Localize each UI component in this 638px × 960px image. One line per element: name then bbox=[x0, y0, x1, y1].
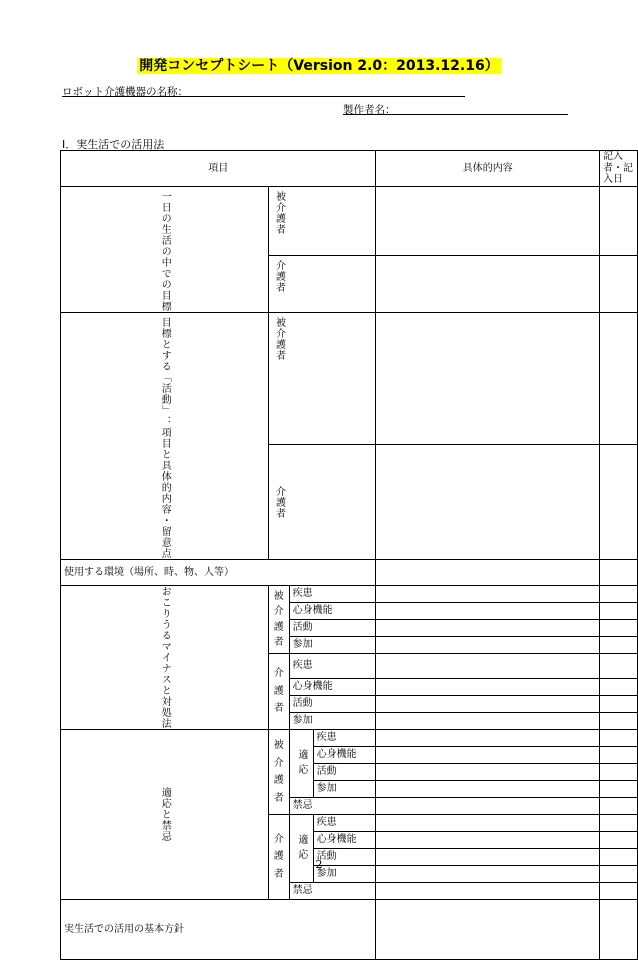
minus-caregiver-label: 介 護 者 bbox=[269, 654, 290, 730]
adapt-cr-function-detail[interactable] bbox=[376, 747, 600, 764]
policy-label: 実生活での活用の基本方針 bbox=[61, 900, 376, 960]
environment-writer[interactable] bbox=[600, 560, 638, 586]
minus-cr-factor-activity: 活動 bbox=[289, 620, 376, 637]
header-detail: 具体的内容 bbox=[376, 151, 600, 187]
minus-cr-factor-function: 心身機能 bbox=[289, 603, 376, 620]
goal-care-receiver-label: 被介護者 bbox=[269, 187, 376, 256]
activity-care-receiver-detail[interactable] bbox=[376, 313, 600, 445]
maker-underline bbox=[343, 114, 568, 115]
environment-detail[interactable] bbox=[376, 560, 600, 586]
minus-cg-factor-function: 心身機能 bbox=[289, 679, 376, 696]
goal-caregiver-label: 介護者 bbox=[269, 256, 376, 313]
adapt-cr-factor-function: 心身機能 bbox=[313, 747, 376, 764]
activity-caregiver-detail[interactable] bbox=[376, 445, 600, 560]
minus-cg-activity-writer[interactable] bbox=[600, 696, 638, 713]
minus-cg-function-detail[interactable] bbox=[376, 679, 600, 696]
adapt-cg-contra-label: 禁忌 bbox=[289, 883, 376, 900]
minus-cg-function-writer[interactable] bbox=[600, 679, 638, 696]
activity-caregiver-label: 介護者 bbox=[269, 445, 376, 560]
adapt-cg-disease-detail[interactable] bbox=[376, 815, 600, 832]
adapt-cr-factor-activity: 活動 bbox=[313, 764, 376, 781]
adapt-cr-participation-writer[interactable] bbox=[600, 781, 638, 798]
goal-care-receiver-writer[interactable] bbox=[600, 187, 638, 256]
adapt-cr-contra-writer[interactable] bbox=[600, 798, 638, 815]
minus-cr-activity-writer[interactable] bbox=[600, 620, 638, 637]
minus-cr-function-detail[interactable] bbox=[376, 603, 600, 620]
goal-group-label: 一日の生活の中での目標 bbox=[61, 187, 269, 313]
adapt-cr-activity-writer[interactable] bbox=[600, 764, 638, 781]
minus-cg-factor-participation: 参加 bbox=[289, 713, 376, 730]
goal-caregiver-detail[interactable] bbox=[376, 256, 600, 313]
concept-table bbox=[60, 150, 638, 960]
robot-name-label: ロボット介護機器の名称： bbox=[62, 86, 188, 98]
adapt-cg-factor-function: 心身機能 bbox=[313, 832, 376, 849]
adapt-care-receiver-label: 被 介 護 者 bbox=[269, 730, 290, 815]
minus-cg-participation-detail[interactable] bbox=[376, 713, 600, 730]
minus-cg-disease-writer[interactable] bbox=[600, 654, 638, 679]
activity-care-receiver-label: 被介護者 bbox=[269, 313, 376, 445]
adapt-cr-adapt-label: 適応 bbox=[289, 730, 313, 798]
policy-detail[interactable] bbox=[376, 900, 600, 960]
page-number: 2 bbox=[315, 858, 323, 871]
minus-cr-participation-writer[interactable] bbox=[600, 637, 638, 654]
adapt-cr-disease-detail[interactable] bbox=[376, 730, 600, 747]
goal-caregiver-writer[interactable] bbox=[600, 256, 638, 313]
header-item: 項目 bbox=[61, 151, 376, 187]
adapt-cg-adapt-label: 適応 bbox=[289, 815, 313, 883]
adapt-cr-factor-disease: 疾患 bbox=[313, 730, 376, 747]
adapt-cg-contra-writer[interactable] bbox=[600, 883, 638, 900]
minus-cg-activity-detail[interactable] bbox=[376, 696, 600, 713]
minus-cg-participation-writer[interactable] bbox=[600, 713, 638, 730]
section-heading: Ⅰ．実生活での活用法 bbox=[62, 138, 165, 151]
adapt-cg-factor-activity: 活動 bbox=[313, 849, 376, 866]
adapt-cr-factor-participation: 参加 bbox=[313, 781, 376, 798]
goal-care-receiver-detail[interactable] bbox=[376, 187, 600, 256]
adapt-caregiver-label: 介 護 者 bbox=[269, 815, 290, 900]
adapt-group-label: 適応と禁忌 bbox=[61, 730, 269, 900]
adapt-cg-factor-disease: 疾患 bbox=[313, 815, 376, 832]
adapt-cg-contra-detail[interactable] bbox=[376, 883, 600, 900]
adapt-cr-participation-detail[interactable] bbox=[376, 781, 600, 798]
adapt-cg-function-writer[interactable] bbox=[600, 832, 638, 849]
minus-cr-factor-participation: 参加 bbox=[289, 637, 376, 654]
minus-cr-factor-disease: 疾患 bbox=[289, 586, 376, 603]
minus-cr-disease-writer[interactable] bbox=[600, 586, 638, 603]
activity-group-label: 目標とする「活動」：項目と具体的内容・留意点 bbox=[61, 313, 269, 560]
robot-name-underline bbox=[62, 96, 465, 97]
adapt-cg-disease-writer[interactable] bbox=[600, 815, 638, 832]
activity-care-receiver-writer[interactable] bbox=[600, 313, 638, 445]
adapt-cr-activity-detail[interactable] bbox=[376, 764, 600, 781]
policy-writer[interactable] bbox=[600, 900, 638, 960]
minus-cr-disease-detail[interactable] bbox=[376, 586, 600, 603]
adapt-cg-factor-participation: 参加 bbox=[313, 866, 376, 883]
adapt-cr-contra-label: 禁忌 bbox=[289, 798, 376, 815]
maker-label: 製作者名： bbox=[343, 104, 396, 116]
adapt-cg-function-detail[interactable] bbox=[376, 832, 600, 849]
header-writer: 記入者・記入日 bbox=[600, 151, 638, 187]
minus-cr-participation-detail[interactable] bbox=[376, 637, 600, 654]
adapt-cr-contra-detail[interactable] bbox=[376, 798, 600, 815]
minus-care-receiver-label: 被 介 護 者 bbox=[269, 586, 290, 654]
minus-cr-function-writer[interactable] bbox=[600, 603, 638, 620]
minus-cg-factor-disease: 疾患 bbox=[289, 654, 376, 679]
sheet-title: 開発コンセプトシート（Version 2.0：2013.12.16） bbox=[139, 58, 499, 74]
environment-label: 使用する環境（場所、時、物、人等） bbox=[61, 560, 376, 586]
activity-caregiver-writer[interactable] bbox=[600, 445, 638, 560]
adapt-cr-function-writer[interactable] bbox=[600, 747, 638, 764]
minus-cg-factor-activity: 活動 bbox=[289, 696, 376, 713]
minus-cr-activity-detail[interactable] bbox=[376, 620, 600, 637]
minus-cg-disease-detail[interactable] bbox=[376, 654, 600, 679]
minus-group-label: おこりうるマイナスと対処法 bbox=[61, 586, 269, 730]
adapt-cr-disease-writer[interactable] bbox=[600, 730, 638, 747]
